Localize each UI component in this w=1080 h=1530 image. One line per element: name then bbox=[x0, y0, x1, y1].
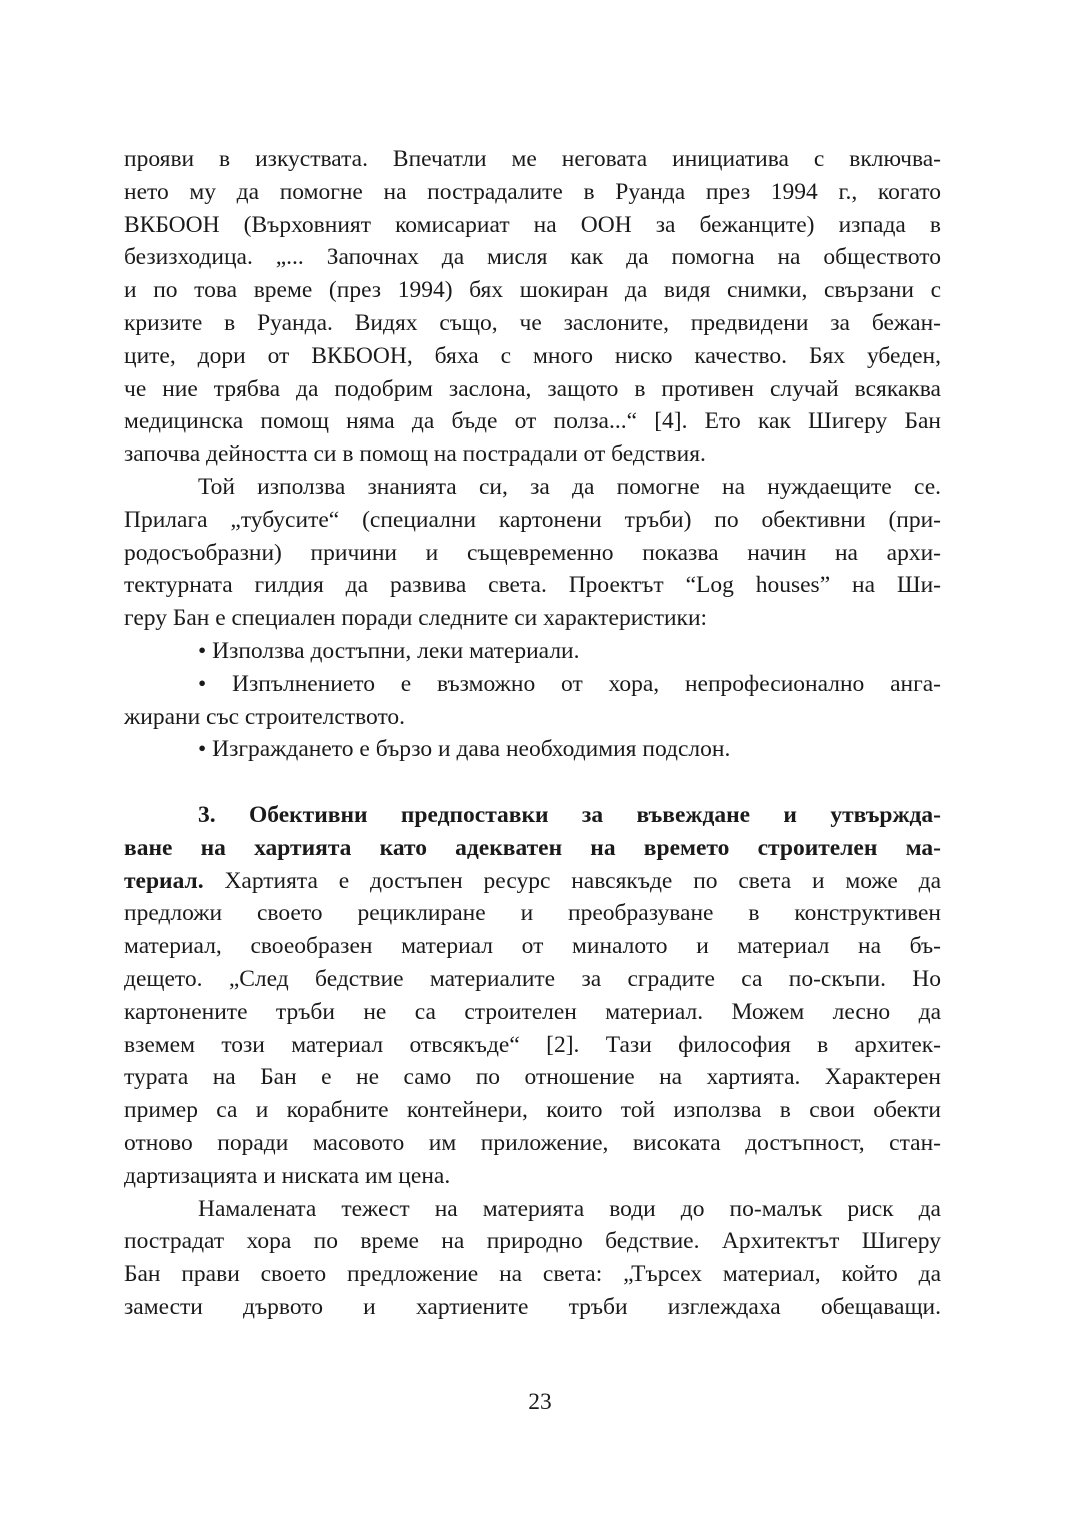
section-heading-tail: териал. bbox=[124, 867, 204, 894]
text-line: тектурната гилдия да развива света. Проектът “Log houses” на Ши- bbox=[124, 572, 941, 599]
text-line: материал, своеобразен материал от миналото и материал на бъ- bbox=[124, 933, 941, 960]
text-line: турата на Бан е не само по отношение на хартията. Характерен bbox=[124, 1064, 941, 1091]
text-line: предложи своето рециклиране и преобразуване в конструктивен bbox=[124, 900, 941, 927]
text-line: дещето. „След бедствие материалите за сградите са по-скъпи. Но bbox=[124, 965, 941, 992]
text-line: безизходица. „... Започнах да мисля как да помогна на обществото bbox=[124, 244, 941, 271]
section-heading-line: ване на хартията като адекватен на времето строителен ма- bbox=[124, 834, 941, 861]
text-line: кризите в Руанда. Видях също, че заслоните, предвидени за бежан- bbox=[124, 309, 941, 336]
text-line: Той използва знанията си, за да помогне на нуждаещите се. bbox=[198, 473, 941, 500]
text-line-rest: Хартията е достъпен ресурс навсякъде по света и може да bbox=[203, 867, 941, 894]
bullet-item-continuation: жирани със строителството. bbox=[124, 703, 406, 730]
text-line: и по това време (през 1994) бях шокиран да видя снимки, свързани с bbox=[124, 277, 941, 304]
text-line: Намалената тежест на материята води до по-малък риск да bbox=[198, 1195, 941, 1222]
text-line: ците, дори от ВКБООН, бяха с много ниско качество. Бях убеден, bbox=[124, 342, 941, 369]
page-body bbox=[124, 143, 941, 1324]
text-line: картонените тръби не са строителен материал. Можем лесно да bbox=[124, 998, 941, 1025]
text-line: дартизацията и ниската им цена. bbox=[124, 1162, 451, 1189]
bullet-item: • Изпълнението е възможно от хора, непрофесионално анга- bbox=[198, 670, 941, 697]
section-heading-line: 3. Обективни предпоставки за въвеждане и утвържда- bbox=[198, 801, 941, 828]
text-line: родосъобразни) причини и същевременно показва начин на архи- bbox=[124, 539, 941, 566]
text-line: прояви в изкуствата. Впечатли ме неговата инициатива с включва- bbox=[124, 146, 941, 172]
text-line bbox=[124, 865, 941, 898]
page-number: 23 bbox=[528, 1389, 552, 1415]
text-line: отново поради масовото им приложение, високата достъпност, стан- bbox=[124, 1129, 941, 1156]
text-line: започва дейността си в помощ на пострадали от бедствия. bbox=[124, 441, 706, 468]
text-line: медицинска помощ няма да бъде от полза...“ [4]. Ето как Шигеру Бан bbox=[124, 408, 941, 435]
text-line: нето му да помогне на пострадалите в Руанда през 1994 г., когато bbox=[124, 178, 941, 205]
text-line: пострадат хора по време на природно бедствие. Архитектът Шигеру bbox=[124, 1228, 941, 1255]
text-line: ВКБООН (Върховният комисариат на ООН за бежанците) изпада в bbox=[124, 211, 941, 238]
bullet-item: • Изграждането е бързо и дава необходимия подслон. bbox=[198, 736, 731, 763]
bullet-item: • Използва достъпни, леки материали. bbox=[198, 637, 580, 664]
text-line: че ние трябва да подобрим заслона, защото в противен случай всякаква bbox=[124, 375, 941, 402]
section-gap bbox=[124, 766, 941, 799]
text-line: замести дървото и хартиените тръби изглеждаха обещаващи. bbox=[124, 1293, 941, 1320]
text-line: Прилага „тубусите“ (специални картонени тръби) по обективни (при- bbox=[124, 506, 941, 533]
text-line: геру Бан е специален поради следните си характеристики: bbox=[124, 605, 708, 632]
text-line: Бан прави своето предложение на света: „Търсех материал, който да bbox=[124, 1261, 941, 1288]
text-line: пример са и корабните контейнери, които той използва в свои обекти bbox=[124, 1097, 941, 1124]
text-line: вземем този материал отвсякъде“ [2]. Тази философия в архитек- bbox=[124, 1031, 941, 1058]
